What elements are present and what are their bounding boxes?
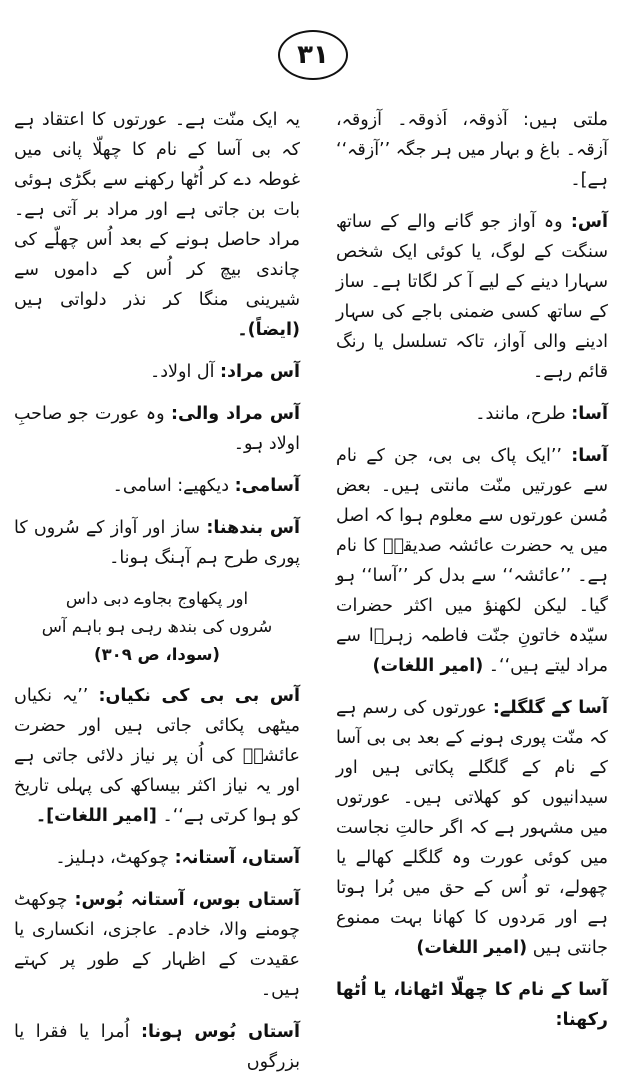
entry-definition: طرح، مانند۔ [475, 404, 566, 424]
entry-term: آس مراد: [220, 362, 300, 382]
dictionary-entry [14, 105, 300, 345]
left-column [14, 105, 300, 1089]
verse-line: اور پکھاوج بجاوے دبی داس [65, 589, 249, 608]
entry-definition: وہ عورت جو صاحبِ اولاد ہو۔ [14, 404, 300, 454]
entry-reference: (امیر اللغات) [372, 656, 484, 676]
entry-term: آس بی بی کی نکیاں: [98, 686, 300, 706]
entry-reference: (امیر اللغات) [416, 938, 528, 958]
dictionary-entry [336, 693, 608, 963]
entry-definition: ’’یہ نکیاں میٹھی پکائی جاتی ہیں اور حضرت عائشہؓ کی اُن پر نیاز دلائی جاتی ہے اور یہ نیاز اکثر بیساکھ کی پہلی تاریخ کو ہوا کرتی ہے‘‘۔ [14, 686, 300, 826]
entry-term: آستاں، آستانہ: [174, 848, 300, 868]
entry-definition: اُمرا یا فقرا یا بزرگوں [14, 1022, 300, 1072]
verse-reference: (سودا، ص ۳۰۹) [94, 645, 220, 664]
entry-reference: [امیر اللغات]۔ [35, 806, 157, 826]
entry-definition: عورتوں کی رسم ہے کہ منّت پوری ہونے کے بعد بی بی آسا کے نام کے گلگلے پکاتی ہیں اور سیدانیوں کو کھلاتی ہیں۔ عورتوں میں مشہور ہے کہ اگر حالتِ نجاست میں کوئی عورت وہ گلگلے کھالے یا چھولے، تو اُس کے حق میں بُرا ہوتا ہے اور مَردوں کا کھانا بہت ممنوع جانتی ہیں [336, 698, 608, 958]
entry-definition: ساز اور آواز کے سُروں کا پوری طرح ہم آہنگ ہونا۔ [14, 518, 300, 568]
dictionary-entry [14, 513, 300, 573]
dictionary-entry [336, 975, 608, 1035]
entry-term: آسا کے نام کا چھلّا اٹھانا، یا اُٹھا رکھنا: [336, 980, 608, 1030]
entry-term: آسامی: [234, 476, 300, 496]
dictionary-entry [336, 207, 608, 387]
dictionary-entry [336, 105, 608, 195]
entry-definition: آل اولاد۔ [149, 362, 215, 382]
dictionary-entry [336, 441, 608, 681]
dictionary-entry [336, 399, 608, 429]
entry-term: آستاں بُوس ہونا: [140, 1022, 300, 1042]
dictionary-entry [14, 471, 300, 501]
entry-term: آسا: [571, 404, 608, 424]
entry-term: آس بندھنا: [206, 518, 300, 538]
entry-definition: وہ آواز جو گانے والے کے ساتھ سنگت کے لوگ، یا کوئی ایک شخص سہارا دینے کے لیے آ کر لگاتا ہے۔ ساز کے ساتھ کسی ضمنی باجے کی سہار ادینے والی آواز، تاکہ تسلسل یا رنگ قائم رہے۔ [336, 212, 608, 382]
entry-reference: (ایضاً)۔ [237, 320, 300, 340]
dictionary-entry [14, 885, 300, 1005]
page-number: ۳۱ [278, 30, 348, 80]
right-column [336, 105, 608, 1047]
entry-definition: چوکھٹ چومنے والا، خادم۔ عاجزی، انکساری یا عقیدت کے اظہار کے طور پر کہتے ہیں۔ [14, 890, 300, 1000]
dictionary-entry [14, 357, 300, 387]
entry-term: آستاں بوس، آستانہ بُوس: [74, 890, 300, 910]
verse-block [14, 585, 300, 669]
entry-term: آسا: [571, 446, 608, 466]
dictionary-entry [14, 399, 300, 459]
dictionary-entry [14, 1017, 300, 1077]
entry-term: آس: [570, 212, 608, 232]
entry-definition: یہ ایک منّت ہے۔ عورتوں کا اعتقاد ہے کہ بی آسا کے نام کا چھلّا پانی میں غوطہ دے کر اُٹھا رکھنے سے بگڑی ہوئی بات بن جاتی ہے اور مراد بر آتی ہے۔ مراد حاصل ہونے کے بعد اُس چھلّے کی چاندی بیچ کر اُس کے داموں سے شیرینی منگا کر نذر دلواتی ہیں [14, 110, 300, 310]
entry-definition: ملتی ہیں: آذوقہ، اَذوقہ۔ آزوقہ، آزقہ۔ باغ و بہار میں ہر جگہ ’’آزقہ‘‘ ہے]۔ [336, 110, 608, 190]
entry-term: آس مراد والی: [171, 404, 300, 424]
entry-definition: ’’ایک پاک بی بی، جن کے نام سے عورتیں منّت مانتی ہیں۔ بعض مُسن عورتوں سے معلوم ہوا کہ اصل میں یہ حضرت عائشہ صدیقہؓ کا نام ہے۔ ’’عائشہ‘‘ سے بدل کر ’’آسا‘‘ ہو گیا۔ لیکن لکھنؤ میں اکثر حضرات سیّدہ خاتونِ جنّت فاطمہ زہرؓا سے مراد لیتے ہیں‘‘۔ [336, 446, 608, 676]
dictionary-entry [14, 681, 300, 831]
dictionary-entry [14, 843, 300, 873]
entry-definition: دیکھیے: اسامی۔ [112, 476, 230, 496]
verse-line: سُروں کی بندھ رہی ہو باہم آس [41, 617, 273, 636]
entry-term: آسا کے گلگلے: [492, 698, 608, 718]
entry-definition: چوکھٹ، دہلیز۔ [55, 848, 170, 868]
